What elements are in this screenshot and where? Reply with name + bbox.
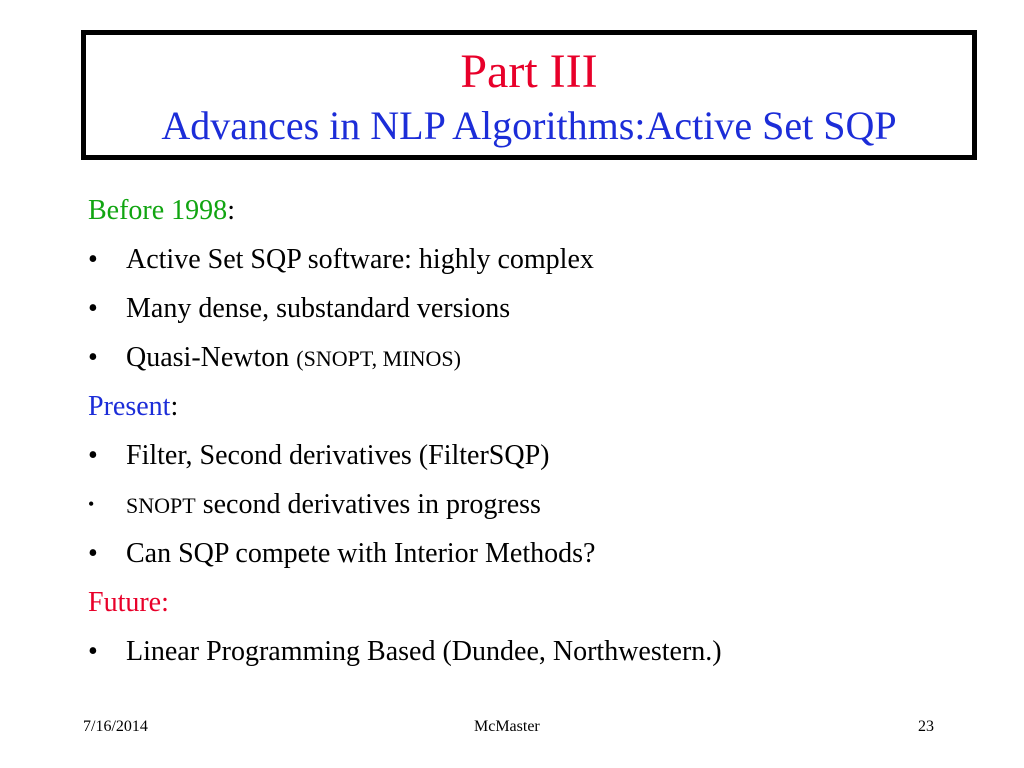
bullet-item bbox=[88, 480, 988, 529]
bullet-item bbox=[88, 627, 988, 676]
bullet-text: Can SQP compete with Interior Methods? bbox=[126, 538, 596, 569]
bullet-item bbox=[88, 529, 988, 578]
slide-subtitle: Advances in NLP Algorithms:Active Set SQP bbox=[161, 103, 897, 148]
slide-content bbox=[88, 186, 988, 676]
section-heading-future bbox=[88, 578, 988, 627]
section-heading-present bbox=[88, 382, 988, 431]
bullet-glyph: • bbox=[88, 244, 98, 275]
bullet-glyph: • bbox=[88, 494, 95, 514]
bullet-item bbox=[88, 431, 988, 480]
bullet-text-small: SNOPT bbox=[126, 493, 196, 518]
bullet-text: Active Set SQP software: highly complex bbox=[126, 244, 594, 275]
bullet-item bbox=[88, 284, 988, 333]
section-colon-present: : bbox=[170, 391, 179, 422]
footer-date: 7/16/2014 bbox=[83, 718, 148, 735]
bullet-item bbox=[88, 333, 988, 382]
bullet-item bbox=[88, 235, 988, 284]
section-colon-before: : bbox=[227, 195, 235, 226]
bullet-text: Many dense, substandard versions bbox=[126, 293, 511, 324]
bullet-glyph: • bbox=[88, 440, 98, 471]
section-label-before: Before 1998 bbox=[88, 195, 228, 226]
bullet-text: Linear Programming Based (Dundee, Northwestern.) bbox=[126, 636, 722, 667]
bullet-glyph: • bbox=[88, 342, 98, 373]
section-label-present: Present bbox=[88, 391, 171, 422]
slide-title: Part III bbox=[460, 45, 598, 98]
bullet-text: Filter, Second derivatives (FilterSQP) bbox=[126, 440, 550, 471]
page-number: 23 bbox=[918, 718, 934, 735]
footer-center-text: McMaster bbox=[474, 718, 540, 735]
bullet-text: Quasi-Newton bbox=[126, 342, 297, 373]
title-box bbox=[81, 30, 977, 160]
bullet-glyph: • bbox=[88, 293, 98, 324]
bullet-text-small: (SNOPT, MINOS) bbox=[296, 346, 461, 371]
bullet-glyph: • bbox=[88, 636, 98, 667]
bullet-glyph: • bbox=[88, 538, 98, 569]
section-label-future: Future: bbox=[88, 587, 169, 618]
bullet-text: second derivatives in progress bbox=[195, 489, 541, 520]
section-heading-before bbox=[88, 186, 988, 235]
